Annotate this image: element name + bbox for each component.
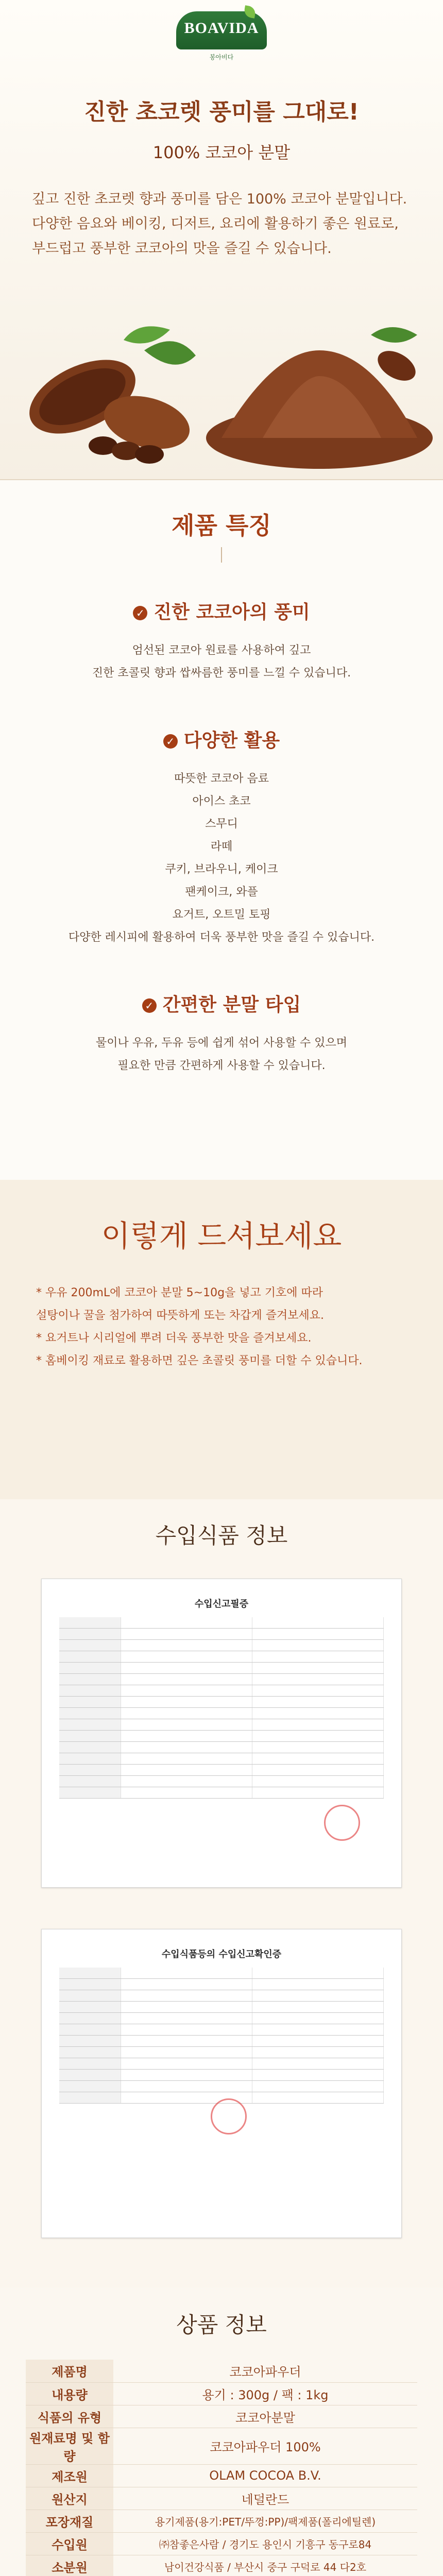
feature-line: 엄선된 코코아 원료를 사용하여 깊고	[132, 644, 311, 657]
doc-row	[59, 2036, 384, 2047]
product-info-title: 상품 정보	[176, 2312, 267, 2337]
info-key: 원재료명 및 함량	[26, 2428, 113, 2464]
info-key: 식품의 유형	[26, 2405, 113, 2428]
import-confirmation-document	[41, 1929, 402, 2238]
doc-row	[59, 1629, 384, 1640]
doc-row	[59, 1787, 384, 1799]
import-info-section	[0, 1499, 443, 2287]
info-value: 남이건강식품 / 부산시 중구 구덕로 44 다2호	[113, 2555, 417, 2576]
leaf-icon	[243, 5, 256, 18]
doc-row	[59, 1685, 384, 1697]
table-row	[26, 2487, 417, 2510]
hero-tagline: 100% 코코아 분말	[152, 143, 291, 162]
info-value: 용기제품(용기:PET/뚜껑:PP)/팩제품(폴리에틸렌)	[113, 2510, 417, 2532]
feature-heading	[0, 598, 443, 624]
feature-body	[0, 768, 443, 949]
doc-row	[59, 2070, 384, 2081]
brand-name: BOAVIDA	[184, 20, 259, 37]
feature-line: 다양한 레시피에 활용하여 더욱 풍부한 맛을 즐길 수 있습니다.	[68, 931, 375, 944]
howto-section	[0, 1180, 443, 1499]
table-row	[26, 2405, 417, 2428]
doc-row	[59, 1776, 384, 1787]
info-value: OLAM COCOA B.V.	[113, 2464, 417, 2487]
table-row	[26, 2360, 417, 2382]
feature-heading	[0, 990, 443, 1016]
feature-line: 아이스 초코	[192, 795, 251, 808]
table-row	[26, 2510, 417, 2532]
info-key: 제품명	[26, 2360, 113, 2382]
feature-line: 팬케이크, 와플	[185, 886, 258, 899]
doc-row	[59, 1697, 384, 1708]
howto-list	[36, 1282, 407, 1372]
doc-row	[59, 1663, 384, 1674]
official-stamp-icon	[324, 1805, 360, 1841]
cocoa-powder-image	[201, 319, 433, 469]
info-value: 코코아파우더 100%	[113, 2428, 417, 2464]
howto-line: 설탕이나 꿀을 첨가하여 따뜻하게 또는 차갑게 즐겨보세요.	[36, 1309, 325, 1322]
product-info-table	[26, 2360, 417, 2576]
import-info-title: 수입식품 정보	[155, 1523, 288, 1548]
info-key: 원산지	[26, 2487, 113, 2510]
official-stamp-icon	[211, 2098, 247, 2134]
feature-line: 쿠키, 브라우니, 케이크	[165, 863, 278, 876]
feature-body	[0, 1032, 443, 1077]
feature-line: 스무디	[205, 818, 238, 831]
brand-logo	[176, 11, 267, 49]
table-row	[26, 2382, 417, 2405]
table-row	[26, 2555, 417, 2576]
brand-subtitle: 봉아비다	[209, 54, 234, 61]
features-title: 제품 특징	[172, 512, 271, 539]
doc-row	[59, 1651, 384, 1663]
info-key: 수입원	[26, 2532, 113, 2555]
feature-heading	[0, 726, 443, 752]
doc-row	[59, 1674, 384, 1685]
info-value: 용기 : 300g / 팩 : 1kg	[113, 2382, 417, 2405]
product-info-section	[0, 2287, 443, 2576]
howto-line: * 홈베이킹 재료로 활용하면 깊은 초콜릿 풍미를 더할 수 있습니다.	[36, 1354, 363, 1367]
info-key: 제조원	[26, 2464, 113, 2487]
check-icon: ✓	[142, 998, 157, 1013]
feature-line: 물이나 우유, 두유 등에 쉽게 섞어 사용할 수 있으며	[96, 1037, 347, 1049]
info-key: 포장재질	[26, 2510, 113, 2532]
info-value: ㈜참좋은사람 / 경기도 용인시 기흥구 동구로84	[113, 2532, 417, 2555]
hero-description: 깊고 진한 초코렛 향과 풍미를 담은 100% 코코아 분말입니다. 다양한 음요와 베이킹, 디저트, 요리에 활용하기 좋은 원료로, 부드럽고 풍부한 코코아의 맛을 즐길 수 있습니다.	[32, 191, 407, 257]
feature-heading-text: 간편한 분말 타입	[162, 994, 301, 1015]
check-icon: ✓	[133, 606, 147, 620]
doc-row	[59, 2047, 384, 2058]
feature-line: 라떼	[210, 840, 233, 853]
doc-row	[59, 1753, 384, 1765]
doc-row	[59, 2024, 384, 2036]
document-title: 수입신고필증	[194, 1599, 249, 1609]
doc-row	[59, 1640, 384, 1651]
info-value: 코코아파우더	[113, 2360, 417, 2382]
feature-body	[0, 639, 443, 685]
feature-line: 요거트, 오트밀 토핑	[172, 908, 271, 921]
doc-row	[59, 1979, 384, 1990]
check-icon: ✓	[163, 734, 178, 749]
doc-row	[59, 2013, 384, 2024]
table-row	[26, 2532, 417, 2555]
feature-item	[0, 726, 443, 949]
howto-title: 이렇게 드셔보세요	[101, 1218, 342, 1253]
info-value: 네덜란드	[113, 2487, 417, 2510]
doc-row	[59, 1719, 384, 1731]
doc-row	[59, 1731, 384, 1742]
doc-row	[59, 2058, 384, 2070]
howto-line: * 요거트나 시리얼에 뿌려 더욱 풍부한 맛을 즐겨보세요.	[36, 1332, 312, 1345]
cocoa-beans-image	[21, 319, 206, 469]
feature-line: 진한 초콜릿 향과 쌉싸름한 풍미를 느낄 수 있습니다.	[92, 667, 351, 680]
info-value: 코코아분말	[113, 2405, 417, 2428]
feature-heading-text: 다양한 활용	[183, 730, 280, 751]
divider	[221, 547, 222, 563]
table-row	[26, 2464, 417, 2487]
howto-line: * 우유 200mL에 코코아 분말 5~10g을 넣고 기호에 따라	[36, 1286, 323, 1299]
doc-row	[59, 2081, 384, 2092]
doc-row	[59, 1990, 384, 2002]
doc-row	[59, 1742, 384, 1753]
import-declaration-document	[41, 1579, 402, 1888]
features-section	[0, 479, 443, 1180]
doc-row	[59, 2002, 384, 2013]
info-key: 내용량	[26, 2382, 113, 2405]
feature-line: 필요한 만큼 간편하게 사용할 수 있습니다.	[117, 1059, 326, 1072]
table-row	[26, 2428, 417, 2464]
hero-section	[0, 0, 443, 479]
feature-heading-text: 진한 코코아의 풍미	[154, 602, 310, 623]
doc-row	[59, 1968, 384, 1979]
doc-row	[59, 1708, 384, 1719]
doc-row	[59, 1617, 384, 1629]
doc-row	[59, 1765, 384, 1776]
feature-item	[0, 990, 443, 1077]
feature-item	[0, 598, 443, 685]
hero-headline: 진한 초코렛 풍미를 그대로!	[84, 99, 359, 125]
feature-line: 따뜻한 코코아 음료	[174, 772, 269, 785]
info-key: 소분원	[26, 2555, 113, 2576]
document-title: 수입식품등의 수입신고확인증	[161, 1949, 282, 1960]
